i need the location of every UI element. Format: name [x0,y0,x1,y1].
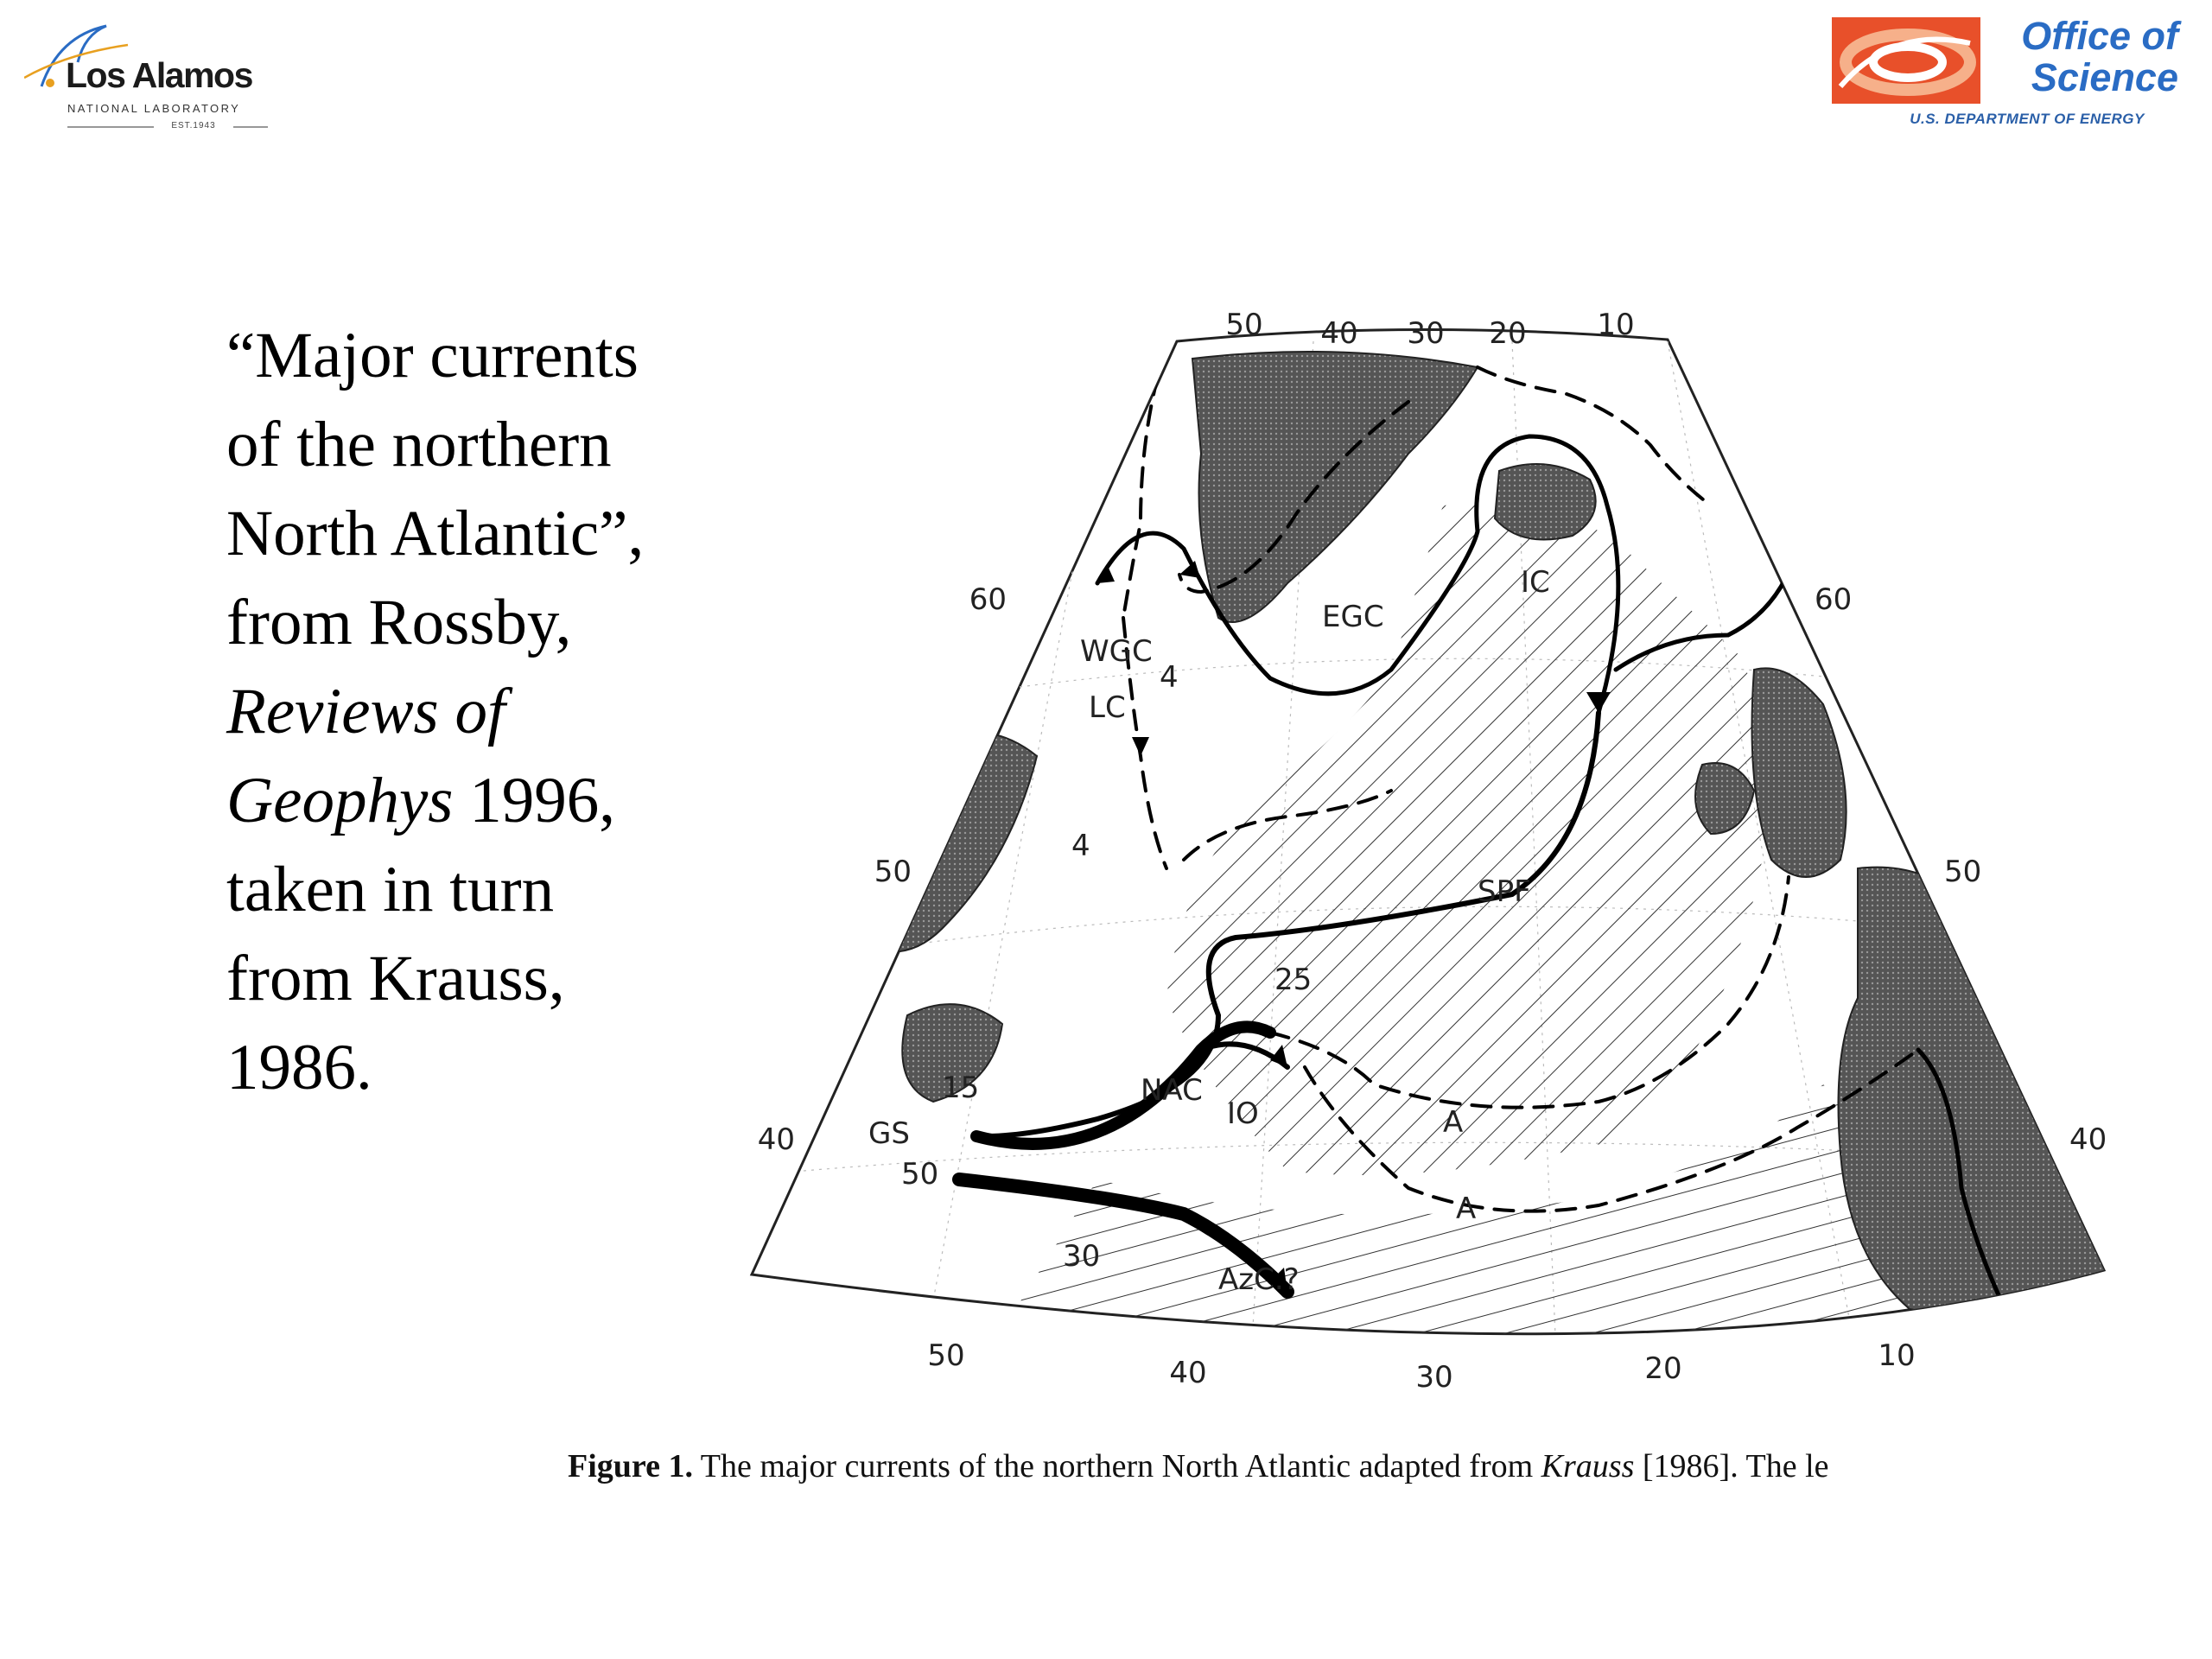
journal-name: Geophys [226,765,454,836]
quote-line: 1986. [226,1032,372,1103]
bottom-lon-label: 20 [1644,1351,1682,1386]
caption-label: Figure 1. [568,1448,693,1484]
left-lat-label: 50 [874,855,912,889]
gs-label: GS [868,1116,910,1151]
right-lat-label: 40 [2069,1122,2107,1157]
transport-label: 4 [1071,829,1090,863]
north-atlantic-currents-map [734,307,2117,1395]
top-lon-label: 50 [1225,308,1263,342]
caption-text-2: [1986]. The le [1634,1448,1829,1484]
spf-label: SPF [1478,874,1531,909]
lc-label: LC [1089,690,1126,725]
lanl-subtitle: NATIONAL LABORATORY [67,102,241,115]
los-alamos-logo [24,19,283,140]
arrow-icon [1996,1304,2013,1326]
egc-label: EGC [1322,600,1384,634]
left-lat-label: 60 [969,582,1007,617]
transport-label: IO [1227,1096,1259,1131]
journal-year: 1996, [453,765,615,836]
transport-label: 15 [942,1071,980,1105]
doe-swirl-icon [1832,17,1987,108]
arrow-icon [1796,488,1816,507]
figure-caption [568,1447,2158,1485]
doe-department: U.S. DEPARTMENT OF ENERGY [1910,111,2145,127]
wgc-label: WGC [1080,634,1153,669]
quote-line: from Krauss, [226,943,565,1014]
quote-line: from Rossby, [226,587,572,658]
iberia-europe [1839,868,2118,1344]
right-lat-label: 60 [1815,582,1853,617]
doe-title-line1: Office of [2021,14,2178,58]
ic-label: IC [1521,565,1550,600]
doe-title [1993,16,2178,99]
azc-label: AzC.? [1218,1262,1300,1297]
bottom-lon-label: 50 [927,1338,965,1373]
iceland [1495,464,1596,540]
left-lat-label: 40 [757,1122,795,1157]
quote-line-italic: Reviews of [226,676,505,747]
transport-label: A [1456,1192,1477,1226]
top-lon-label: 30 [1407,316,1445,351]
lanl-name: Los Alamos [66,55,252,95]
bottom-lon-label: 30 [1415,1360,1453,1395]
quote-line: taken in turn [226,854,555,925]
top-lon-label: 20 [1489,316,1527,351]
top-lon-label: 10 [1597,308,1635,342]
quote-line: of the northern [226,409,612,480]
transport-label: 25 [1274,963,1313,997]
quote-text [226,311,762,1112]
caption-author: Krauss [1541,1448,1635,1484]
bottom-lon-label: 40 [1169,1356,1207,1390]
quote-line [226,756,762,845]
transport-label: 50 [901,1157,939,1192]
office-of-science-logo [1832,16,2195,137]
nac-label: NAC [1141,1073,1203,1108]
doe-title-line2: Science [2031,55,2178,99]
transport-label: 4 [1160,660,1179,695]
transport-label: 30 [1063,1239,1101,1274]
lanl-est: EST.1943 [171,121,216,130]
quote-line: “Major currents [226,320,639,391]
quote-line: North Atlantic”, [226,498,645,569]
top-lon-label: 40 [1320,316,1358,351]
caption-text: The major currents of the northern North Atlantic adapted from [692,1448,1541,1484]
transport-label: A [1443,1105,1464,1140]
right-lat-label: 50 [1944,855,1982,889]
bottom-lon-label: 10 [1878,1338,1916,1373]
map-svg [734,307,2117,1395]
